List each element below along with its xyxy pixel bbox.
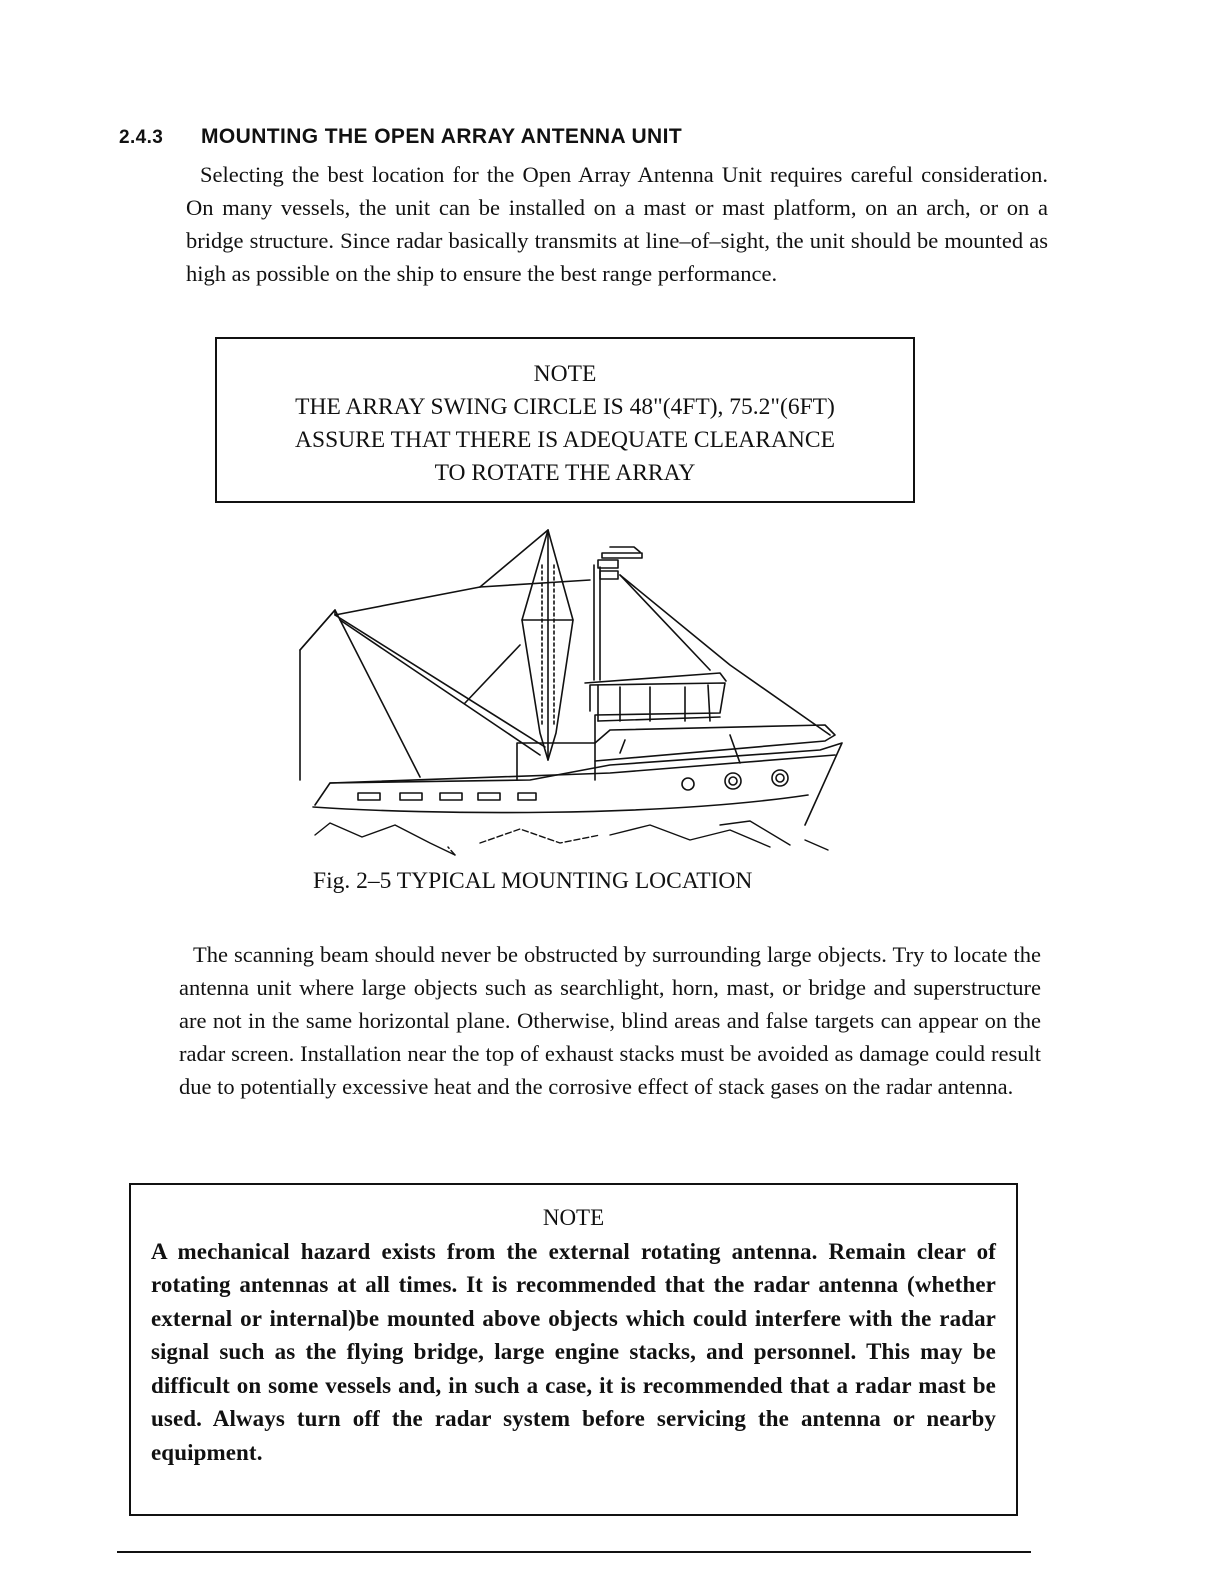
note-line: THE ARRAY SWING CIRCLE IS 48"(4FT), 75.2"(6FT) xyxy=(295,394,835,420)
hull-bottom xyxy=(313,795,808,813)
mechanical-hazard-note xyxy=(129,1183,1018,1516)
intro-paragraph: Selecting the best location for the Open Array Antenna Unit requires careful consideration. On many vessels, the unit can be installed on a mast or mast platform, on an arch, or on a bridge structure. Since radar basically transmits at line–of–sight, the unit should be mounted as high as possible on the ship to ensure the best range performance. xyxy=(186,162,1048,286)
note-line: ASSURE THAT THERE IS ADEQUATE CLEARANCE xyxy=(295,427,835,453)
section-heading xyxy=(119,125,682,149)
figure-caption: Fig. 2–5 TYPICAL MOUNTING LOCATION xyxy=(313,868,753,894)
hull xyxy=(315,743,842,825)
waves xyxy=(315,821,828,855)
obstruction-paragraph: The scanning beam should never be obstructed by surrounding large objects. Try to locate the antenna unit where large objects such as searchlight, horn, mast, or bridge and superstructure are not in the same horizontal plane. Otherwise, blind areas and false targets can appear on the radar screen. Installation near the top of exhaust stacks must be avoided as damage could result due to potentially excessive heat and the corrosive effect of stack gases on the radar antenna. xyxy=(179,942,1041,1099)
outrigger-mast xyxy=(465,530,573,760)
fishing-vessel-illustration xyxy=(280,525,850,865)
section-number: 2.4.3 xyxy=(119,127,164,148)
radar-mast xyxy=(594,547,642,680)
hull-windows xyxy=(358,793,536,800)
note-body: A mechanical hazard exists from the external rotating antenna. Remain clear of rotating antennas at all times. It is recommended that the radar antenna (whether external or internal)be mounted above objects which could interfere with the radar signal such as the flying bridge, large engine stacks, and personnel. This may be difficult on some vessels and, in such a case, it is recommended that a radar mast be used. Always turn off the radar system before servicing the antenna or nearby equipment. xyxy=(151,1238,996,1465)
note-line: TO ROTATE THE ARRAY xyxy=(434,460,696,486)
note-title: NOTE xyxy=(542,1205,605,1230)
bottom-rule xyxy=(117,1551,1031,1553)
section-title: MOUNTING THE OPEN ARRAY ANTENNA UNIT xyxy=(201,125,683,148)
portholes xyxy=(682,770,788,790)
open-array-antenna xyxy=(602,553,642,558)
note-title: NOTE xyxy=(533,361,597,387)
swing-circle-note xyxy=(215,337,915,503)
wheelhouse-windows xyxy=(598,685,720,721)
stern-gantry xyxy=(300,587,480,780)
